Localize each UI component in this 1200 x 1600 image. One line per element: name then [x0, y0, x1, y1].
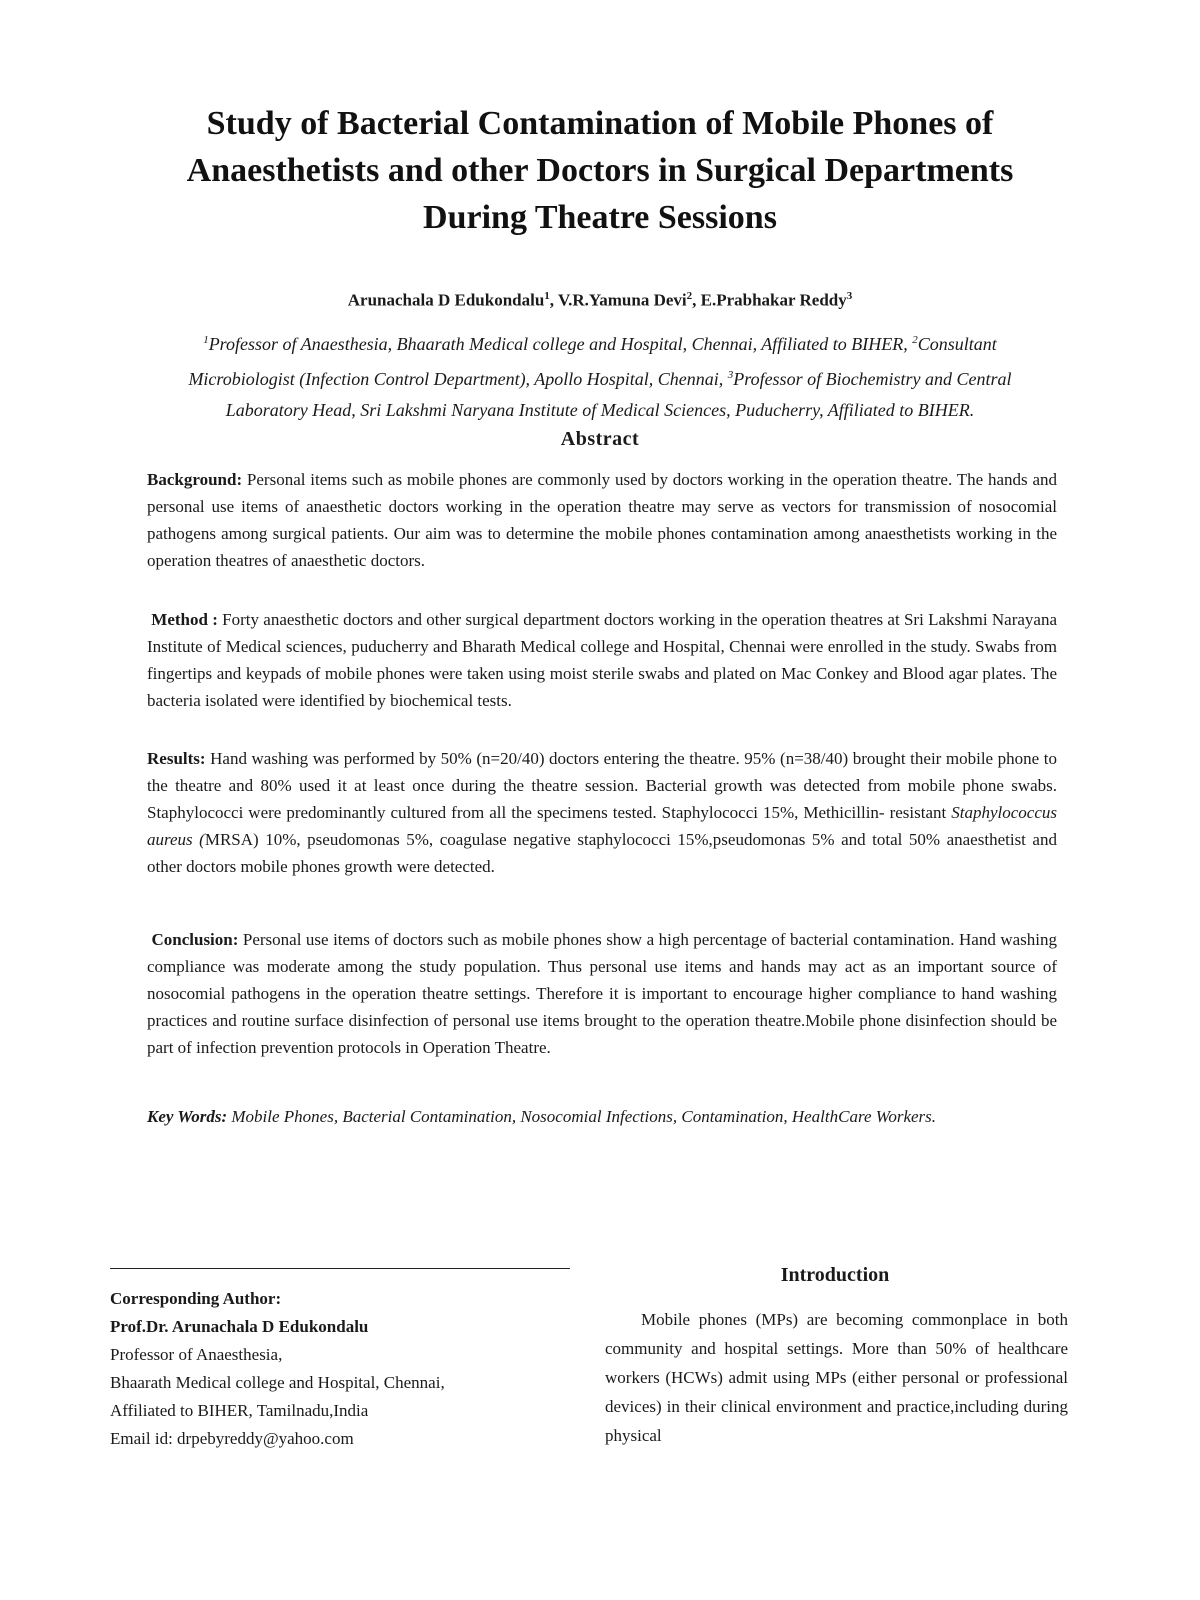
- results-text-a: Hand washing was performed by 50% (n=20/40) doctors entering the theatre. 95% (n=38/40) brought their mobile phone to the theatre and 80% used it at least once during the theatre session. Bacterial growth was detected from mobile phone swabs. Staphylococci were predominantly cultured from all the specimens tested. Staphylococci 15%, Methicillin- resistant: [147, 749, 1057, 822]
- keywords-text: Mobile Phones, Bacterial Contamination, Nosocomial Infections, Contamination, HealthCare Workers.: [227, 1107, 937, 1126]
- author-3: E.Prabhakar Reddy: [700, 290, 847, 310]
- corresponding-line-1: Professor of Anaesthesia,: [110, 1345, 283, 1364]
- abstract-heading: Abstract: [560, 428, 640, 450]
- corresponding-line-3: Affiliated to BIHER, Tamilnadu,India: [110, 1401, 369, 1420]
- conclusion-text: Personal use items of doctors such as mobile phones show a high percentage of bacterial contamination. Hand washing compliance was moderate among the study population. Thus personal use items and hands may act as an important source of nosocomial pathogens in the operation theatre settings. Therefore it is important to encourage higher compliance to hand washing practices and routine surface disinfection of personal use items brought to the operation theatre.Mobile phone disinfection should be part of infection prevention protocols in Operation Theatre.: [147, 930, 1057, 1057]
- keywords-label: Key Words:: [147, 1107, 228, 1126]
- affil-text-1a: Professor of Anaesthesia, Bhaarath Medical college and Hospital, Chennai, Affiliated to BIHER,: [208, 334, 913, 354]
- affiliations: [100, 325, 1100, 426]
- method-label: Method :: [151, 610, 218, 629]
- corresponding-label: Corresponding Author:: [110, 1289, 282, 1308]
- abstract-results: [147, 745, 1057, 880]
- introduction-heading: Introduction: [780, 1264, 890, 1286]
- author-2: V.R.Yamuna Devi: [558, 290, 687, 310]
- title-line-2: Anaesthetists and other Doctors in Surgical Departments: [186, 152, 1014, 189]
- background-text: Personal items such as mobile phones are commonly used by doctors working in the operation theatre. The hands and personal use items of anaesthetic doctors working in the operation theatre may serve as vectors for transmission of nosocomial pathogens among surgical patients. Our aim was to determine the mobile phones contamination among anaesthetists working in the operation theatres of anaesthetic doctors.: [147, 470, 1057, 570]
- affil-sup-3: 3: [727, 369, 734, 381]
- author-1: Arunachala D Edukondalu: [347, 290, 545, 310]
- affil-text-2a: Microbiologist (Infection Control Department), Apollo Hospital, Chennai,: [188, 369, 728, 389]
- affil-sup-1: 1: [203, 334, 209, 346]
- corresponding-line-2: Bhaarath Medical college and Hospital, Chennai,: [110, 1373, 445, 1392]
- title-line-1: Study of Bacterial Contamination of Mobile Phones of: [206, 105, 994, 142]
- affil-text-1b: Consultant: [917, 334, 997, 354]
- paper-title: [110, 100, 1090, 241]
- results-italic: Staphylococcus aureus (: [147, 803, 1057, 849]
- footnote-divider: [110, 1268, 570, 1269]
- method-text: Forty anaesthetic doctors and other surgical department doctors working in the operation theatres at Sri Lakshmi Narayana Institute of Medical sciences, puducherry and Bharath Medical college and Hospital, Chennai were enrolled in the study. Swabs from fingertips and keypads of mobile phones were taken using moist sterile swabs and plated on Mac Conkey and Blood agar plates. The bacteria isolated were identified by biochemical tests.: [147, 610, 1057, 710]
- author-list: Arunachala D Edukondalu$^1$, V.R.Yamuna Devi$^2$, E.Prabhakar Reddy$^3$: [347, 290, 853, 310]
- corresponding-email: Email id: drpebyreddy@yahoo.com: [110, 1429, 354, 1448]
- introduction-text: Mobile phones (MPs) are becoming commonplace in both community and hospital settings. More than 50% of healthcare workers (HCWs) admit using MPs (either personal or professional devices) in their clinical environment and practice,including during physical: [605, 1310, 1068, 1445]
- affil-text-2b: Professor of Biochemistry and Central: [733, 369, 1012, 389]
- affiliation-line-2: [100, 360, 1100, 395]
- abstract-method: [147, 606, 1057, 714]
- author-1-sup: 1: [544, 290, 550, 302]
- author-3-sup: 3: [846, 290, 853, 302]
- author-2-sup: 2: [686, 290, 693, 302]
- results-label: Results:: [147, 749, 206, 768]
- title-line-3: During Theatre Sessions: [423, 199, 777, 236]
- corresponding-author-block: [110, 1285, 590, 1453]
- corresponding-name: Prof.Dr. Arunachala D Edukondalu: [110, 1317, 369, 1336]
- background-label: Background:: [147, 470, 243, 489]
- conclusion-label: Conclusion:: [151, 930, 239, 949]
- affiliation-line-3: Laboratory Head, Sri Lakshmi Naryana Institute of Medical Sciences, Puducherry, Affiliated to BIHER.: [225, 400, 975, 420]
- abstract-keywords: [147, 1103, 1057, 1130]
- results-text-b: MRSA) 10%, pseudomonas 5%, coagulase negative staphylococci 15%,pseudomonas 5% and total 50% anaesthetist and other doctors mobile phones growth were detected.: [147, 830, 1057, 876]
- affil-sup-2: 2: [912, 334, 918, 346]
- affiliation-line-1: [100, 325, 1100, 360]
- abstract-background: [147, 466, 1057, 574]
- abstract-conclusion: [147, 926, 1057, 1061]
